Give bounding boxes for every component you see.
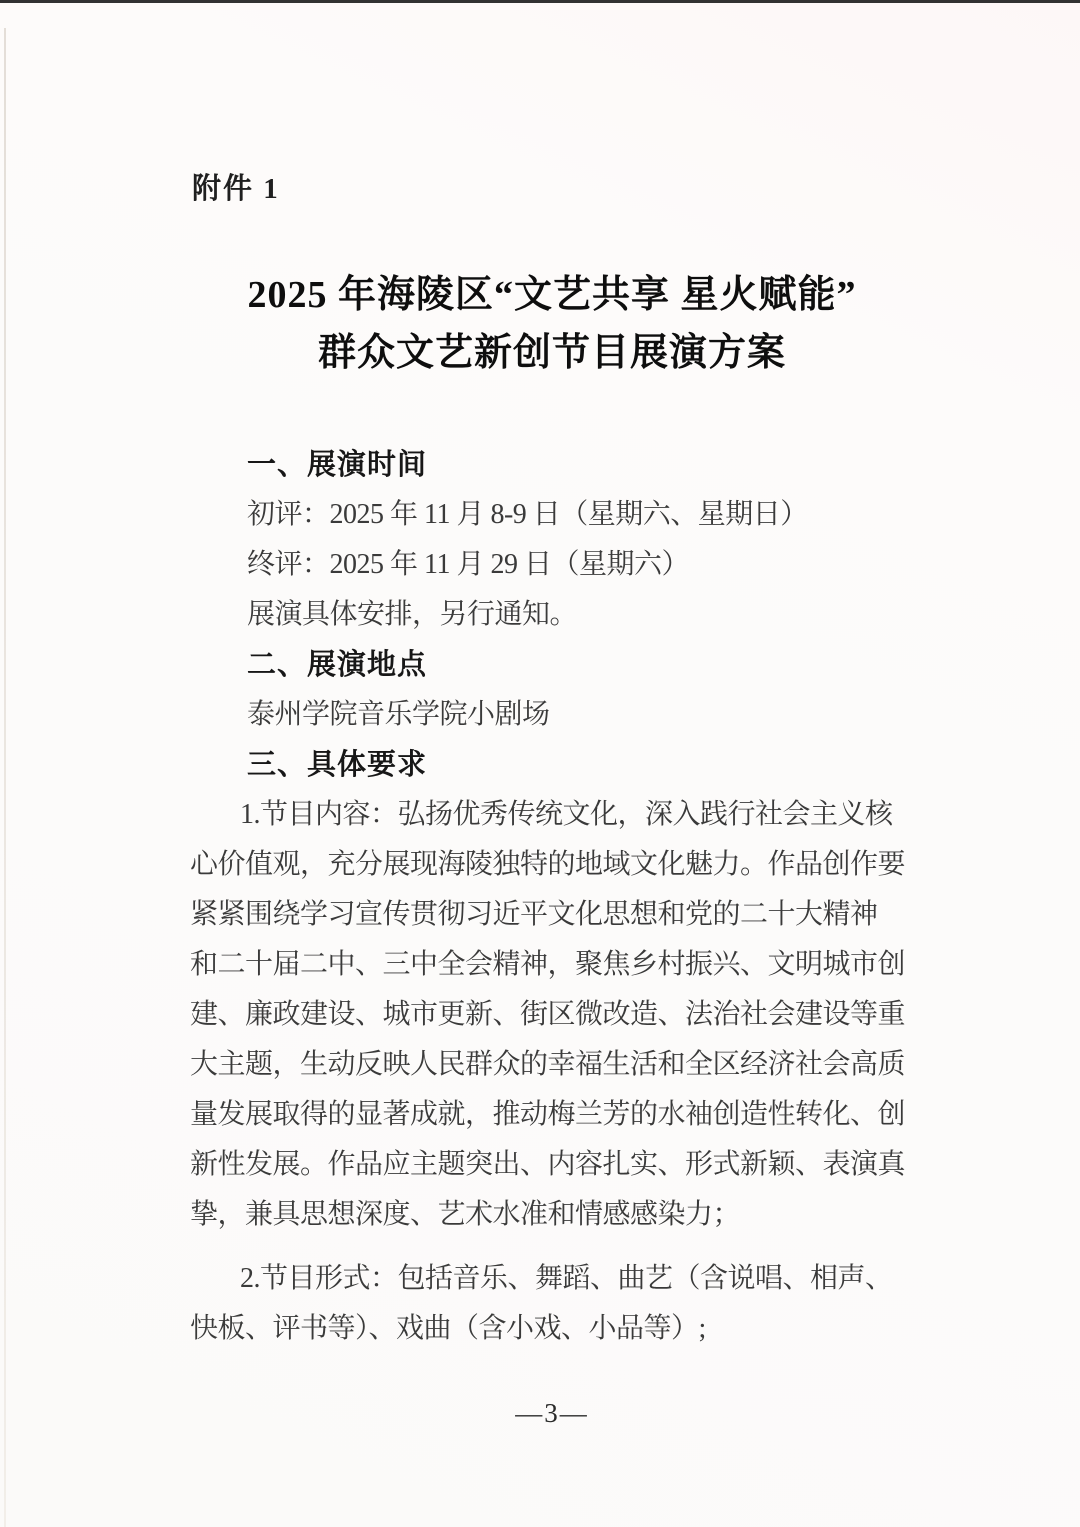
- document-title: [190, 266, 914, 382]
- attachment-label: 附件 1: [192, 173, 280, 205]
- body-text-line: 新性发展。作品应主题突出、内容扎实、形式新颖、表演真: [190, 1149, 906, 1180]
- body-text-line: 建、廉政建设、城市更新、街区微改造、法治社会建设等重: [190, 999, 906, 1030]
- document-title-line-2: 群众文艺新创节目展演方案: [317, 332, 786, 374]
- body-text-line: 大主题，生动反映人民群众的幸福生活和全区经济社会高质: [190, 1049, 906, 1080]
- body-text-line: 快板、评书等）、戏曲（含小戏、小品等）;: [190, 1313, 706, 1344]
- body-text-line: 2.节目形式：包括音乐、舞蹈、曲艺（含说唱、相声、: [240, 1263, 893, 1294]
- body-text-line: 心价值观，充分展现海陵独特的地域文化魅力。作品创作要: [190, 849, 906, 880]
- body-text-line: 和二十届二中、三中全会精神，聚焦乡村振兴、文明城市创: [190, 949, 906, 980]
- page-number: —3—: [515, 1398, 589, 1428]
- body-text-line: 量发展取得的显著成就，推动梅兰芳的水袖创造性转化、创: [190, 1099, 906, 1130]
- body-text-line: 1.节目内容：弘扬优秀传统文化，深入践行社会主义核: [240, 799, 893, 830]
- body-text-line: 泰州学院音乐学院小剧场: [247, 699, 550, 730]
- document-title-line-1: 2025 年海陵区“文艺共享 星火赋能”: [247, 274, 857, 316]
- section-heading: 二、展演地点: [247, 649, 428, 681]
- body-text-line: 终评：2025 年 11 月 29 日（星期六）: [247, 549, 689, 580]
- body-text-line: 初评：2025 年 11 月 8-9 日（星期六、星期日）: [247, 499, 808, 530]
- body-text-line: 挚，兼具思想深度、艺术水准和情感感染力；: [190, 1199, 741, 1230]
- section-heading: 一、展演时间: [247, 449, 428, 481]
- scan-top-edge-line: [0, 0, 1080, 3]
- section-heading: 三、具体要求: [247, 749, 428, 781]
- document-body: [190, 440, 918, 1354]
- body-text-line: 紧紧围绕学习宣传贯彻习近平文化思想和党的二十大精神: [190, 899, 878, 930]
- body-text-line: 展演具体安排，另行通知。: [247, 599, 578, 630]
- scan-left-edge-line: [4, 28, 6, 1527]
